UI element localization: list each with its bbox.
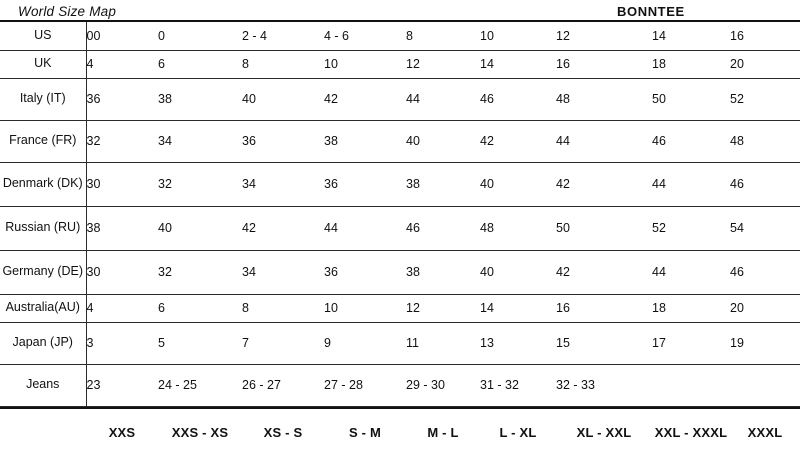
cell-value: 32 [158, 162, 242, 206]
cell-value: 27 - 28 [324, 364, 406, 406]
cell-value: 44 [406, 78, 480, 120]
cell-value: 38 [158, 78, 242, 120]
cell-value: 29 - 30 [406, 364, 480, 406]
cell-value: 46 [480, 78, 556, 120]
cell-value: 42 [242, 206, 324, 250]
table-row [0, 294, 800, 322]
cell-value: 4 [86, 50, 158, 78]
row-label: Australia(AU) [0, 294, 86, 322]
cell-value: 7 [242, 322, 324, 364]
cell-value: 10 [324, 294, 406, 322]
cell-value: 12 [556, 22, 652, 50]
cell-value: 38 [86, 206, 158, 250]
page-title: World Size Map [18, 4, 117, 19]
cell-value: 4 [86, 294, 158, 322]
table-row [0, 250, 800, 294]
row-label: UK [0, 50, 86, 78]
cell-value: 30 [86, 250, 158, 294]
cell-value: 18 [652, 50, 730, 78]
summary-value: XXXL [747, 425, 783, 440]
cell-value: 6 [158, 50, 242, 78]
cell-value: 2 - 4 [242, 22, 324, 50]
cell-value: 36 [324, 250, 406, 294]
cell-value: 40 [242, 78, 324, 120]
cell-value: 34 [242, 250, 324, 294]
cell-value: 40 [406, 120, 480, 162]
cell-value: 52 [730, 78, 800, 120]
cell-value: 26 - 27 [242, 364, 324, 406]
cell-value: 50 [652, 78, 730, 120]
cell-value: 46 [406, 206, 480, 250]
cell-value: 16 [556, 294, 652, 322]
table-row [0, 364, 800, 406]
cell-value: 48 [480, 206, 556, 250]
cell-value: 23 [86, 364, 158, 406]
cell-value: 8 [242, 294, 324, 322]
summary-value: XL - XXL [576, 425, 632, 440]
summary-value: M - L [427, 425, 459, 440]
cell-value: 44 [324, 206, 406, 250]
cell-value: 17 [652, 322, 730, 364]
size-summary-row [0, 407, 800, 455]
document-header [0, 0, 800, 22]
cell-value: 32 [86, 120, 158, 162]
cell-value: 16 [730, 22, 800, 50]
summary-value: XXS [108, 425, 136, 440]
cell-value: 00 [86, 22, 158, 50]
cell-value: 48 [556, 78, 652, 120]
cell-value: 52 [652, 206, 730, 250]
table-row [0, 322, 800, 364]
table-row [0, 50, 800, 78]
row-label: Denmark (DK) [0, 162, 86, 206]
table-row [0, 206, 800, 250]
cell-value: 0 [158, 22, 242, 50]
cell-value: 42 [556, 162, 652, 206]
cell-value: 19 [730, 322, 800, 364]
summary-value: L - XL [499, 425, 537, 440]
table-row [0, 78, 800, 120]
cell-value: 15 [556, 322, 652, 364]
cell-value: 14 [480, 50, 556, 78]
row-label: Japan (JP) [0, 322, 86, 364]
cell-value: 42 [480, 120, 556, 162]
summary-value: XS - S [263, 425, 303, 440]
cell-value: 38 [406, 250, 480, 294]
cell-value: 44 [652, 162, 730, 206]
size-table-wrapper [0, 22, 800, 407]
row-label: Jeans [0, 364, 86, 406]
table-row [0, 22, 800, 50]
cell-value: 50 [556, 206, 652, 250]
cell-value: 10 [324, 50, 406, 78]
cell-value: 46 [730, 162, 800, 206]
size-table [0, 22, 800, 407]
cell-value: 32 [158, 250, 242, 294]
cell-value: 36 [324, 162, 406, 206]
cell-value: 48 [730, 120, 800, 162]
cell-value: 3 [86, 322, 158, 364]
summary-label [0, 409, 86, 457]
cell-value: 4 - 6 [324, 22, 406, 50]
cell-value: 46 [652, 120, 730, 162]
cell-value: 46 [730, 250, 800, 294]
row-label: Italy (IT) [0, 78, 86, 120]
table-row [0, 162, 800, 206]
cell-value: 8 [242, 50, 324, 78]
cell-value [652, 364, 730, 406]
cell-value: 14 [652, 22, 730, 50]
cell-value: 40 [158, 206, 242, 250]
cell-value: 20 [730, 294, 800, 322]
row-label: France (FR) [0, 120, 86, 162]
cell-value: 11 [406, 322, 480, 364]
cell-value: 36 [242, 120, 324, 162]
row-label: Russian (RU) [0, 206, 86, 250]
cell-value: 30 [86, 162, 158, 206]
summary-value: XXL - XXXL [654, 425, 728, 440]
cell-value: 14 [480, 294, 556, 322]
row-label: US [0, 22, 86, 50]
cell-value: 42 [556, 250, 652, 294]
cell-value [730, 364, 800, 406]
summary-value: XXS - XS [171, 425, 229, 440]
cell-value: 54 [730, 206, 800, 250]
cell-value: 38 [324, 120, 406, 162]
cell-value: 20 [730, 50, 800, 78]
cell-value: 31 - 32 [480, 364, 556, 406]
summary-value: S - M [348, 425, 382, 440]
cell-value: 40 [480, 250, 556, 294]
cell-value: 18 [652, 294, 730, 322]
cell-value: 8 [406, 22, 480, 50]
cell-value: 38 [406, 162, 480, 206]
table-row [0, 120, 800, 162]
cell-value: 24 - 25 [158, 364, 242, 406]
cell-value: 44 [556, 120, 652, 162]
cell-value: 9 [324, 322, 406, 364]
cell-value: 10 [480, 22, 556, 50]
cell-value: 6 [158, 294, 242, 322]
cell-value: 42 [324, 78, 406, 120]
cell-value: 5 [158, 322, 242, 364]
cell-value: 44 [652, 250, 730, 294]
cell-value: 16 [556, 50, 652, 78]
brand-label: BONNTEE [617, 4, 685, 19]
row-label: Germany (DE) [0, 250, 86, 294]
cell-value: 12 [406, 294, 480, 322]
cell-value: 40 [480, 162, 556, 206]
cell-value: 34 [242, 162, 324, 206]
cell-value: 13 [480, 322, 556, 364]
cell-value: 32 - 33 [556, 364, 652, 406]
cell-value: 36 [86, 78, 158, 120]
cell-value: 12 [406, 50, 480, 78]
cell-value: 34 [158, 120, 242, 162]
